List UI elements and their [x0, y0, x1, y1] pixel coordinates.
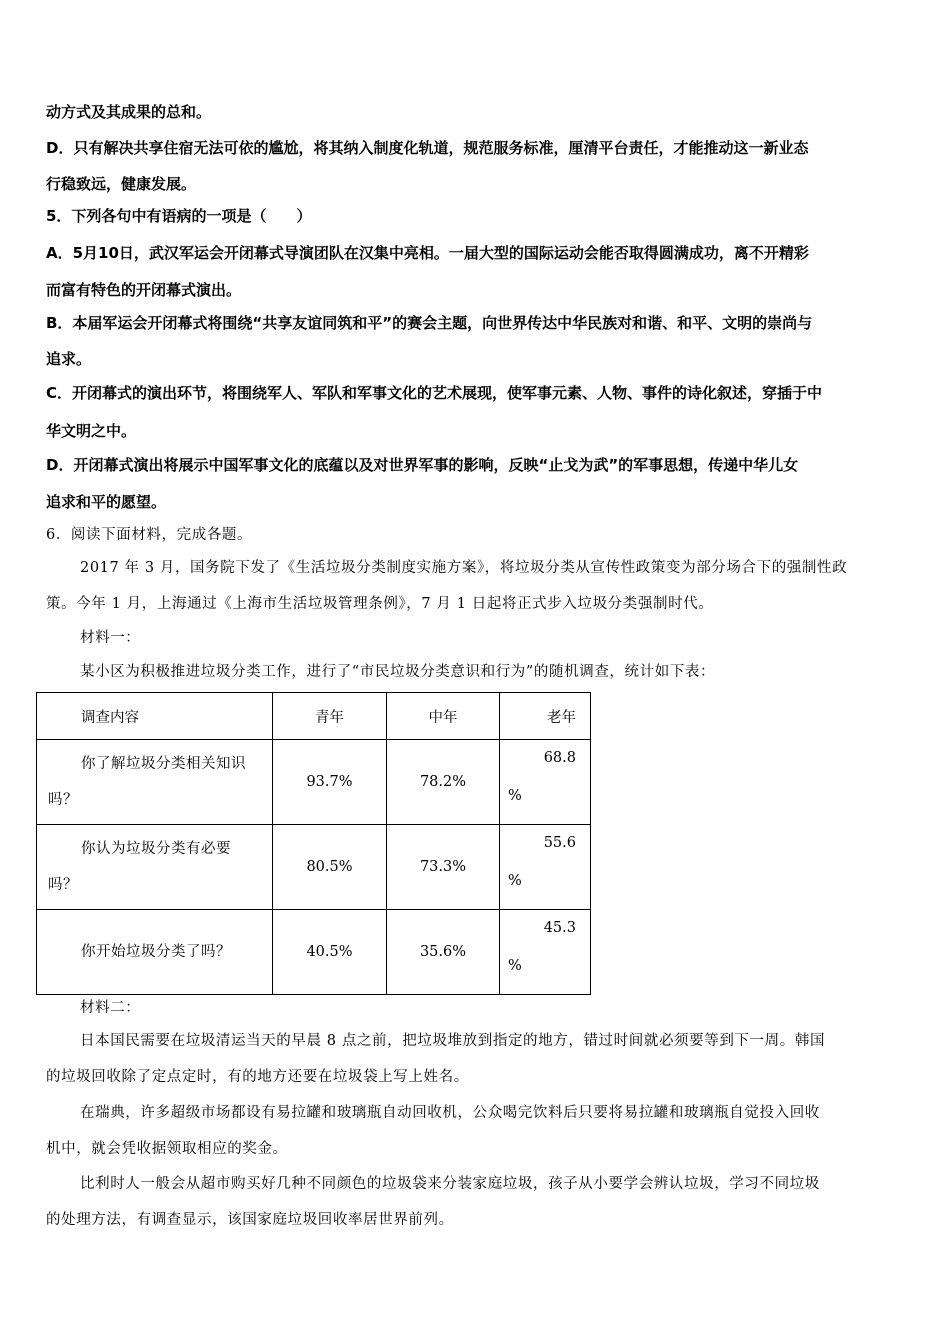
paragraph-line: 2017 年 3 月，国务院下发了《生活垃圾分类制度实施方案》，将垃圾分类从宣传性政策变为部分场合下的强制性政 — [80, 560, 848, 576]
question-text: 你认为垃圾分类有必要 — [81, 841, 231, 857]
paragraph-line: 机中，就会凭收据领取相应的奖金。 — [46, 1141, 288, 1157]
option-b-line: 追求。 — [46, 350, 92, 368]
question-cell: 你开始垃圾分类了吗？ — [37, 910, 273, 995]
table-row — [37, 740, 591, 825]
table-row — [37, 825, 591, 910]
question-text: 吗？ — [48, 792, 78, 808]
middle-value: 73.3% — [387, 825, 500, 910]
option-c-line: 华文明之中。 — [46, 422, 137, 440]
option-d-line: 追求和平的愿望。 — [46, 493, 167, 511]
header-old: 老年 — [500, 693, 591, 740]
middle-value: 78.2% — [387, 740, 500, 825]
paragraph-line: 在瑞典，许多超级市场都设有易拉罐和玻璃瓶自动回收机，公众喝完饮料后只要将易拉罐和玻璃瓶自觉投入回收 — [80, 1105, 820, 1121]
question-cell — [37, 740, 273, 825]
middle-value: 35.6% — [387, 910, 500, 995]
option-d-line: D．只有解决共享住宿无法可依的尴尬，将其纳入制度化轨道，规范服务标准，厘清平台责任，才能推动这一新业态 — [46, 139, 809, 157]
question-cell — [37, 825, 273, 910]
youth-value: 40.5% — [273, 910, 387, 995]
old-value: 55.6 — [543, 835, 576, 851]
question-5: 5．下列各句中有语病的一项是（ ） — [46, 207, 312, 225]
option-a-line: 而富有特色的开闭幕式演出。 — [46, 281, 242, 299]
paragraph-line: 日本国民需要在垃圾清运当天的早晨 8 点之前，把垃圾堆放到指定的地方，错过时间就必须要等到下一周。韩国 — [80, 1033, 826, 1049]
paragraph-line: 比利时人一般会从超市购买好几种不同颜色的垃圾袋来分装家庭垃圾，孩子从小要学会辨认垃圾，学习不同垃圾 — [80, 1176, 820, 1192]
old-percent: % — [508, 873, 522, 889]
question-text: 吗？ — [48, 877, 78, 893]
paragraph-line: 的处理方法，有调查显示，该国家庭垃圾回收率居世界前列。 — [46, 1212, 454, 1228]
option-c-line: C．开闭幕式的演出环节，将围绕军人、军队和军事文化的艺术展现，使军事元素、人物、事件的诗化叙述，穿插于中 — [46, 384, 823, 402]
material-1-label: 材料一： — [80, 630, 141, 646]
table-header-row — [37, 693, 591, 740]
header-content: 调查内容 — [37, 693, 273, 740]
old-percent: % — [508, 958, 522, 974]
youth-value: 93.7% — [273, 740, 387, 825]
question-6: 6．阅读下面材料，完成各题。 — [46, 527, 253, 543]
table-row — [37, 910, 591, 995]
old-cell — [500, 740, 591, 825]
paragraph-line: 某小区为积极推进垃圾分类工作，进行了“市民垃圾分类意识和行为”的随机调查，统计如下表： — [80, 664, 716, 680]
paragraph-line: 策。今年 1 月，上海通过《上海市生活垃圾管理条例》，7 月 1 日起将正式步入垃圾分类强制时代。 — [46, 596, 714, 612]
text-line: 行稳致远，健康发展。 — [46, 175, 197, 193]
header-middle: 中年 — [387, 693, 500, 740]
material-2-label: 材料二： — [80, 1000, 141, 1016]
paragraph-line: 的垃圾回收除了定点定时，有的地方还要在垃圾袋上写上姓名。 — [46, 1069, 469, 1085]
old-value: 45.3 — [543, 920, 576, 936]
option-b-line: B．本届军运会开闭幕式将围绕“共享友谊同筑和平”的赛会主题，向世界传达中华民族对和谐、和平、文明的崇尚与 — [46, 314, 813, 332]
old-value: 68.8 — [543, 750, 576, 766]
youth-value: 80.5% — [273, 825, 387, 910]
option-d-line: D．开闭幕式演出将展示中国军事文化的底蕴以及对世界军事的影响，反映“止戈为武”的军事思想，传递中华儿女 — [46, 456, 799, 474]
old-cell — [500, 825, 591, 910]
old-percent: % — [508, 788, 522, 804]
header-youth: 青年 — [273, 693, 387, 740]
old-cell — [500, 910, 591, 995]
text-line: 动方式及其成果的总和。 — [46, 103, 212, 121]
survey-table — [36, 692, 591, 995]
question-text: 你了解垃圾分类相关知识 — [81, 756, 246, 772]
option-a-line: A．5月10日，武汉军运会开闭幕式导演团队在汉集中亮相。一届大型的国际运动会能否取得圆满成功，离不开精彩 — [46, 244, 809, 262]
